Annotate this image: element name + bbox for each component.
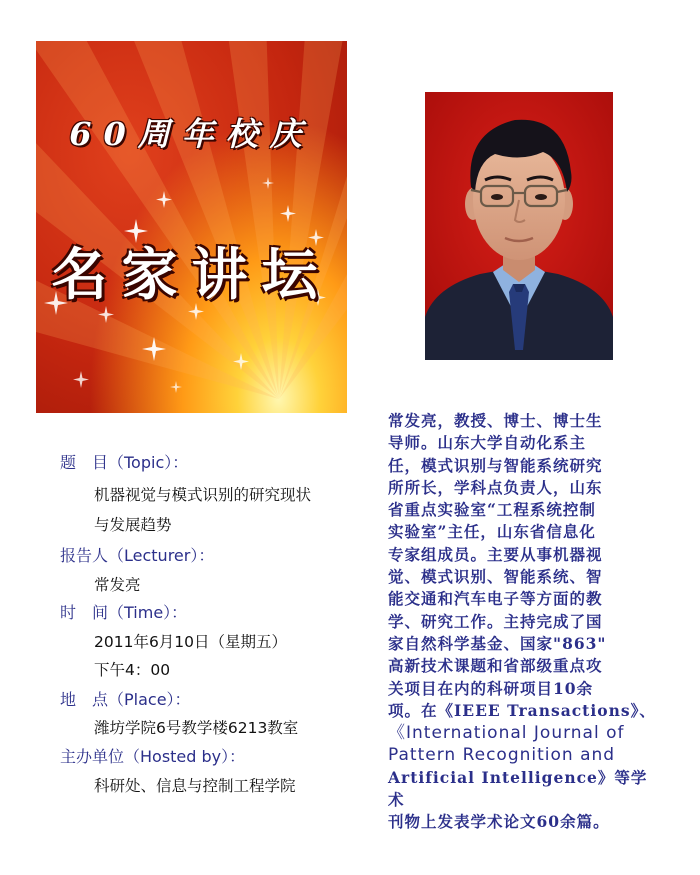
sunburst-background <box>36 41 347 413</box>
anniversary-title: 60周年校庆 <box>69 115 314 153</box>
lecturer-portrait <box>425 92 613 360</box>
bio-line: 导师。山东大学自动化系主 <box>388 433 587 453</box>
topic-line-1: 机器视觉与模式识别的研究现状 <box>94 486 312 504</box>
bio-line: 所所长，学科点负责人，山东 <box>388 477 603 497</box>
topic-line-2: 与发展趋势 <box>94 516 172 534</box>
bio-line: 专家组成员。主要从事机器视 <box>388 544 603 564</box>
bio-line: 《International Journal of <box>388 723 625 744</box>
lecture-series-title: 名家讲坛 <box>51 242 332 308</box>
place-value: 潍坊学院6号教学楼6213教室 <box>94 719 299 737</box>
bio-line: 常发亮，教授、博士、博士生 <box>388 411 603 430</box>
host-value: 科研处、信息与控制工程学院 <box>94 777 296 795</box>
topic-label: 题 目（Topic）： <box>60 453 189 472</box>
bio-line: 高新技术课题和省部级重点攻 <box>388 656 603 676</box>
bio-line: 觉、模式识别、智能系统、智 <box>388 567 603 587</box>
portrait-image <box>425 92 613 360</box>
lecturer-label: 报告人（Lecturer）： <box>60 546 215 565</box>
bio-line: 能交通和汽车电子等方面的教 <box>388 589 603 609</box>
host-label: 主办单位（Hosted by）： <box>60 747 246 766</box>
bio-line: 家自然科学基金、国家"863" <box>388 633 607 653</box>
place-label: 地 点（Place）： <box>60 690 191 709</box>
bio-line: 实验室”主任，山东省信息化 <box>388 522 596 542</box>
bio-line: 省重点实验室“工程系统控制 <box>388 500 596 520</box>
bio-line: Artificial Intelligence》等学术 <box>388 767 648 810</box>
bio-line: 学、研究工作。主持完成了国 <box>388 611 603 631</box>
bio-line: 任，模式识别与智能系统研究 <box>388 455 603 475</box>
bio-line: 关项目在内的科研项目10余 <box>388 678 594 698</box>
event-banner <box>36 41 347 413</box>
time-label: 时 间（Time）： <box>60 603 188 622</box>
bio-line: Pattern Recognition and <box>388 745 616 766</box>
bio-line: 刊物上发表学术论文60余篇。 <box>388 812 610 832</box>
time-date: 2011年6月10日（星期五） <box>94 633 288 651</box>
bio-line: 项。在《IEEE Transactions》、 <box>388 700 656 720</box>
lecturer-name: 常发亮 <box>94 576 141 594</box>
time-hour: 下午4：00 <box>94 661 171 679</box>
lecturer-biography <box>388 410 656 834</box>
